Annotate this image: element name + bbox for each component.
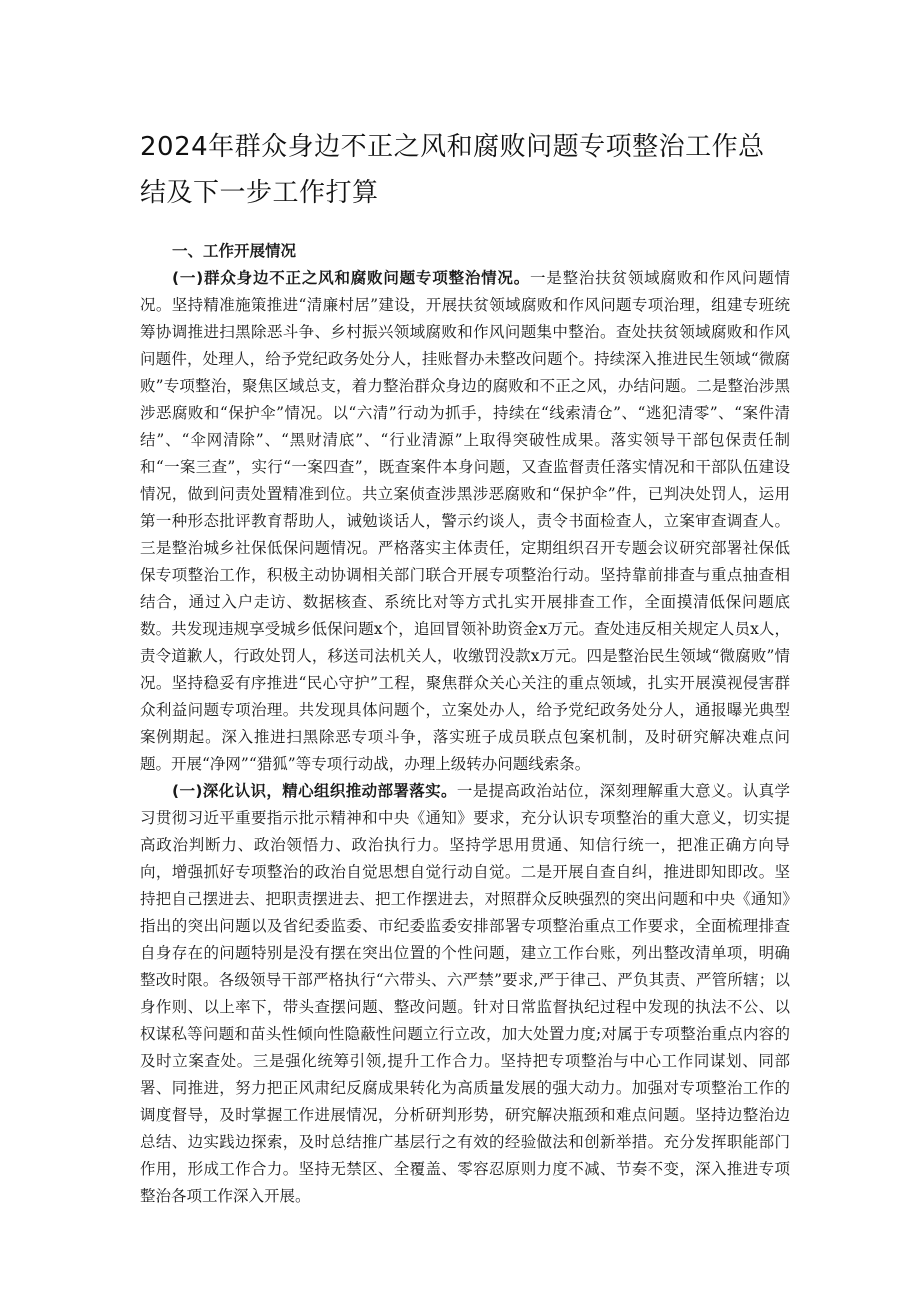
paragraph-deepen-understanding — [140, 778, 790, 1210]
paragraph-body: 一是整治扶贫领域腐败和作风问题情况。坚持精准施策推进“清廉村居”建设，开展扶贫领域腐败和作风问题专项治理，组建专班统筹协调推进扫黑除恶斗争、乡村振兴领域腐败和作风问题集中整治。查处扶贫领域腐败和作风问题件，处理人，给予党纪政务处分人，挂账督办未整改问题个。持续深入推进民生领域“微腐败”专项整治，聚焦区域总支，着力整治群众身边的腐败和不正之风，办结问题。二是整治涉黑涉恶腐败和“保护伞”情况。以“六清”行动为抓手，持续在“线索清仓”、“逃犯清零”、“案件清结”、“伞网清除”、“黑财清底”、“行业清源”上取得突破性成果。落实领导干部包保责任制和“一案三查”，实行“一案四查”，既查案件本身问题，又查监督责任落实情况和干部队伍建设情况，做到问责处置精准到位。共立案侦查涉黑涉恶腐败和“保护伞”件，已判决处罚人，运用第一种形态批评教育帮助人，诫勉谈话人，警示约谈人，责令书面检查人，立案审查调查人。三是整治城乡社保低保问题情况。严格落实主体责任，定期组织召开专题会议研究部署社保低保专项整治工作，积极主动协调相关部门联合开展专项整治行动。坚持靠前排查与重点抽查相结合，通过入户走访、数据核查、系统比对等方式扎实开展排查工作，全面摸清低保问题底数。共发现违规享受城乡低保问题x个，追回冒领补助资金x万元。查处违反相关规定人员x人，责令道歉人，行政处罚人，移送司法机关人，收缴罚没款x万元。四是整治民生领域“微腐败”情况。坚持稳妥有序推进“民心守护”工程，聚焦群众关心关注的重点领域，扎实开展漠视侵害群众利益问题专项治理。共发现具体问题个，立案处办人，给予党纪政务处分人，通报曝光典型案例期起。深入推进扫黑除恶专项斗争，落实班子成员联点包案机制，及时研究解决难点问题。开展“净网”“猎狐”等专项行动战，办理上级转办问题线索条。 — [140, 269, 790, 773]
paragraph-body: 一是提高政治站位，深刻理解重大意义。认真学习贯彻习近平重要指示批示精神和中央《通知》要求，充分认识专项整治的重大意义，切实提高政治判断力、政治领悟力、政治执行力。坚持学思用贯通、知信行统一，把准正确方向导向，增强抓好专项整治的政治自觉思想自觉行动自觉。二是开展自查自纠，推进即知即改。坚持把自己摆进去、把职责摆进去、把工作摆进去，对照群众反映强烈的突出问题和中央《通知》指出的突出问题以及省纪委监委、市纪委监委安排部署专项整治重点工作要求，全面梳理排查自身存在的问题特别是没有摆在突出位置的个性问题，建立工作台账，列出整改清单项，明确整改时限。各级领导干部严格执行“六带头、六严禁”要求,严于律己、严负其责、严管所辖；以身作则、以上率下，带头查摆问题、整改问题。针对日常监督执纪过程中发现的执法不公、以权谋私等问题和苗头性倾向性隐蔽性问题立行立改，加大处置力度;对属于专项整治重点内容的及时立案查处。三是强化统筹引领,提升工作合力。坚持把专项整治与中心工作同谋划、同部署、同推进，努力把正风肃纪反腐成果转化为高质量发展的强大动力。加强对专项整治工作的调度督导，及时掌握工作进展情况，分析研判形势，研究解决瓶颈和难点问题。坚持边整治边总结、边实践边探索，及时总结推广基层行之有效的经验做法和创新举措。充分发挥职能部门作用，形成工作合力。坚持无禁区、全覆盖、零容忍原则力度不减、节奏不变，深入推进专项整治各项工作深入开展。 — [140, 782, 790, 1205]
paragraph-lead: (一)深化认识，精心组织推动部署落实。 — [172, 782, 457, 800]
document-body — [140, 124, 790, 1210]
section-heading: 一、工作开展情况 — [172, 242, 297, 260]
paragraph-rectification-status — [140, 265, 790, 778]
document-title: 2024年群众身边不正之风和腐败问题专项整治工作总结及下一步工作打算 — [140, 132, 765, 208]
paragraph-lead: (一)群众身边不正之风和腐败问题专项整治情况。 — [172, 269, 531, 287]
